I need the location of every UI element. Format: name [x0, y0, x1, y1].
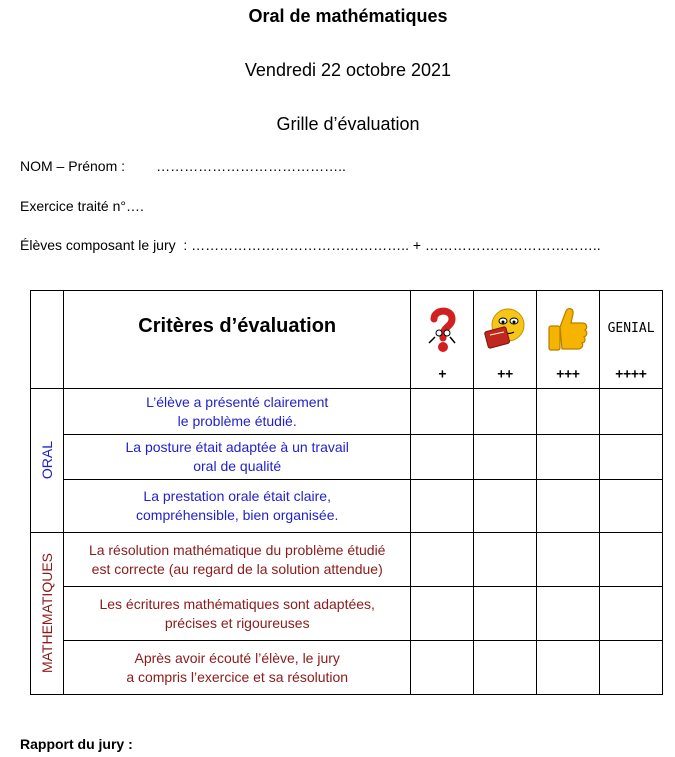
score-cell[interactable] — [474, 480, 537, 533]
criterion-line: est correcte (au regard de la solution attendue) — [91, 560, 383, 577]
table-row — [31, 480, 663, 533]
criterion-line: précises et rigoureuses — [164, 614, 310, 631]
score-cell[interactable] — [411, 587, 474, 641]
criterion-line: compréhensible, bien organisée. — [136, 507, 339, 523]
header-row — [31, 291, 663, 389]
table-row — [31, 587, 663, 641]
score-cell[interactable] — [537, 587, 600, 641]
level-4-label: ++++ — [615, 367, 647, 382]
level-1-label: + — [438, 367, 447, 382]
score-cell[interactable] — [537, 389, 600, 435]
criterion-line: le problème étudié. — [177, 412, 297, 429]
criterion-cell — [63, 533, 410, 587]
evaluation-grid — [30, 290, 663, 695]
level-1-header — [411, 291, 474, 389]
score-cell[interactable] — [537, 533, 600, 587]
score-cell[interactable] — [537, 480, 600, 533]
score-cell[interactable] — [474, 389, 537, 435]
criterion-line: oral de qualité — [193, 458, 282, 474]
score-cell[interactable] — [600, 533, 663, 587]
reading-emoji-icon — [482, 305, 528, 356]
score-cell[interactable] — [537, 641, 600, 695]
thumbs-up-icon — [546, 305, 590, 356]
criterion-cell — [63, 435, 410, 480]
score-cell[interactable] — [600, 587, 663, 641]
jury-report-label: Rapport du jury : — [20, 736, 133, 752]
genial-label: GENIAL — [607, 321, 655, 336]
table-row — [31, 533, 663, 587]
group-oral — [31, 389, 64, 533]
score-cell[interactable] — [600, 641, 663, 695]
group-maths — [31, 533, 64, 695]
table-row — [31, 641, 663, 695]
group-label-maths: MATHEMATIQUES — [38, 553, 55, 674]
criterion-line: L’élève a présenté clairement — [146, 393, 329, 410]
criterion-cell — [63, 480, 410, 533]
criterion-line: Après avoir écouté l’élève, le jury — [134, 649, 340, 666]
criterion-cell — [63, 389, 410, 435]
score-cell[interactable] — [411, 533, 474, 587]
score-cell[interactable] — [411, 641, 474, 695]
table-row — [31, 389, 663, 435]
group-label-oral: ORAL — [38, 441, 55, 480]
score-cell[interactable] — [474, 587, 537, 641]
score-cell[interactable] — [600, 389, 663, 435]
score-cell[interactable] — [474, 533, 537, 587]
grid-subtitle: Grille d’évaluation — [276, 114, 420, 134]
score-cell[interactable] — [411, 435, 474, 480]
criterion-line: Les écritures mathématiques sont adaptées, — [99, 595, 375, 612]
score-cell[interactable] — [474, 435, 537, 480]
corner-cell — [31, 291, 64, 389]
level-3-label: +++ — [556, 367, 580, 382]
criterion-line: La résolution mathématique du problème étudié — [88, 541, 386, 558]
page-title: Oral de mathématiques — [248, 6, 448, 26]
level-4-header — [600, 291, 663, 389]
score-cell[interactable] — [411, 480, 474, 533]
level-2-label: ++ — [497, 367, 514, 382]
exercise-field[interactable]: Exercice traité n°…. — [20, 198, 144, 214]
criterion-line: La posture était adaptée à un travail — [125, 439, 349, 455]
exam-date: Vendredi 22 octobre 2021 — [244, 60, 452, 80]
score-cell[interactable] — [600, 435, 663, 480]
jury-field[interactable]: Élèves composant le jury : ……………………………………….. + ……………………………….. — [20, 237, 601, 253]
criteria-header: Critères d’évaluation — [63, 291, 410, 389]
score-cell[interactable] — [537, 435, 600, 480]
name-field[interactable]: NOM – Prénom : ………………………………….. — [20, 158, 346, 174]
score-cell[interactable] — [600, 480, 663, 533]
table-row — [31, 435, 663, 480]
level-3-header — [537, 291, 600, 389]
criterion-line: a compris l’exercice et sa résolution — [126, 668, 349, 685]
score-cell[interactable] — [411, 389, 474, 435]
level-2-header — [474, 291, 537, 389]
criterion-cell — [63, 587, 410, 641]
question-mark-icon — [425, 305, 459, 360]
criterion-cell — [63, 641, 410, 695]
criterion-line: La prestation orale était claire, — [143, 488, 331, 504]
score-cell[interactable] — [474, 641, 537, 695]
